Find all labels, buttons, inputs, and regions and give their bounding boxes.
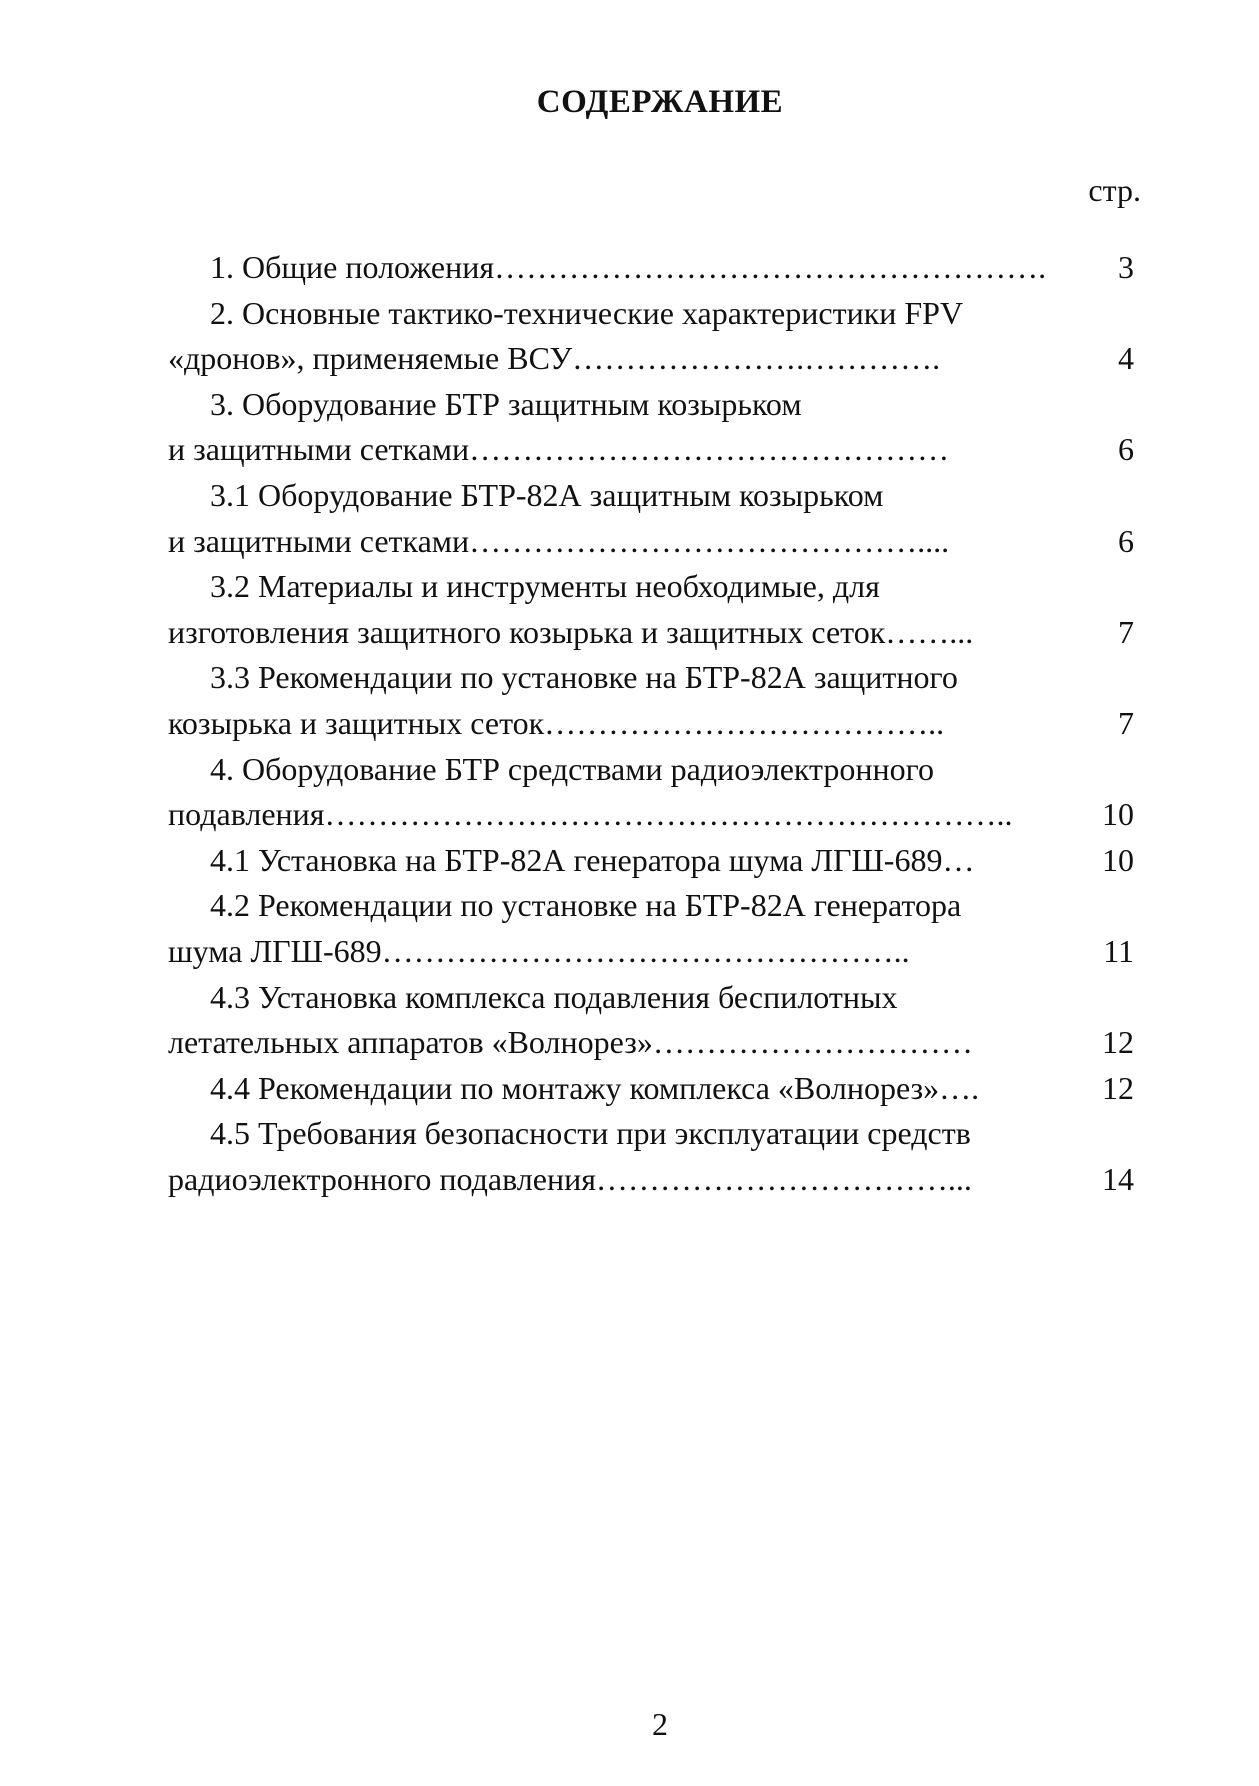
toc-entry-page: 11 bbox=[1103, 932, 1134, 969]
toc-entry-text: 4.4 Рекомендации по монтажу комплекса «Волнорез»…. bbox=[210, 1069, 980, 1106]
toc-entry-3 bbox=[168, 382, 1134, 473]
toc-entry-page: 6 bbox=[1118, 522, 1134, 559]
toc-entry-2 bbox=[168, 291, 1134, 382]
toc-entry-3-1 bbox=[168, 473, 1134, 564]
toc-entry-4-4 bbox=[168, 1066, 1134, 1112]
toc-entry-text: 4.1 Установка на БТР-82А генератора шума ЛГШ-689… bbox=[210, 841, 975, 878]
toc-entry-text: 4. Оборудование БТР средствами радиоэлектронного подавления……………………………………………………….. bbox=[168, 750, 1013, 833]
toc-entry-1 bbox=[168, 245, 1134, 291]
toc-entry-page: 14 bbox=[1102, 1160, 1134, 1197]
table-of-contents bbox=[168, 245, 1134, 1202]
toc-entry-text: 3. Оборудование БТР защитным козырьком и защитными сетками……………………………………… bbox=[168, 385, 950, 468]
toc-entry-text: 2. Основные тактико-технические характеристики FPV «дронов», применяемые ВСУ………………….…………. bbox=[168, 294, 964, 377]
toc-entry-text: 3.3 Рекомендации по установке на БТР-82А защитного козырька и защитных сеток……………………………….. bbox=[168, 659, 958, 741]
toc-entry-page: 6 bbox=[1118, 431, 1134, 468]
page-number: 2 bbox=[652, 1706, 668, 1742]
toc-entry-text: 1. Общие положения……………………………………………. bbox=[210, 249, 1047, 285]
toc-entry-page: 12 bbox=[1102, 1024, 1134, 1061]
toc-entry-3-3 bbox=[168, 655, 1134, 746]
toc-entry-4-1 bbox=[168, 838, 1134, 884]
toc-entry-page: 10 bbox=[1102, 796, 1134, 833]
toc-entry-3-2 bbox=[168, 564, 1134, 655]
toc-entry-page: 12 bbox=[1102, 1069, 1134, 1106]
toc-entry-page: 10 bbox=[1102, 841, 1134, 878]
toc-entry-page: 7 bbox=[1118, 613, 1134, 650]
toc-entry-4-5 bbox=[168, 1111, 1134, 1202]
toc-entry-page: 3 bbox=[1118, 249, 1134, 285]
toc-entry-page: 4 bbox=[1118, 340, 1134, 377]
toc-entry-text: 3.2 Материалы и инструменты необходимые, для изготовления защитного козырька и защитных сеток……... bbox=[168, 568, 974, 650]
toc-entry-text: 3.1 Оборудование БТР-82А защитным козырьком и защитными сетками…………………………………….... bbox=[168, 476, 950, 559]
toc-entry-page: 7 bbox=[1118, 704, 1134, 741]
toc-entry-text: 4.3 Установка комплекса подавления беспилотных летательных аппаратов «Волнорез»………………………… bbox=[168, 978, 973, 1061]
page-title: СОДЕРЖАНИЕ bbox=[536, 84, 784, 120]
toc-entry-4 bbox=[168, 747, 1134, 838]
pages-column-label: стр. bbox=[1088, 172, 1141, 208]
toc-entry-text: 4.2 Рекомендации по установке на БТР-82А генератора шума ЛГШ-689………………………………………….. bbox=[168, 887, 962, 969]
toc-entry-text: 4.5 Требования безопасности при эксплуатации средств радиоэлектронного подавления……………………………... bbox=[168, 1115, 972, 1197]
toc-entry-4-2 bbox=[168, 883, 1134, 974]
toc-entry-4-3 bbox=[168, 975, 1134, 1066]
